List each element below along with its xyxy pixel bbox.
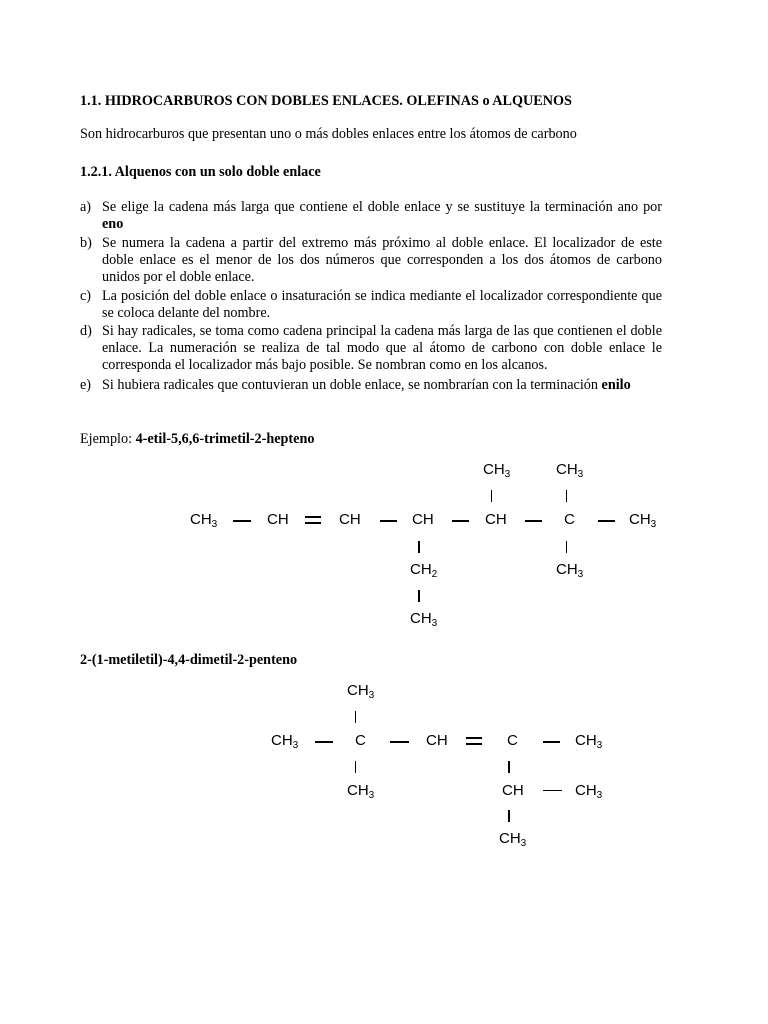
example2-compound-name: 2-(1-metiletil)-4,4-dimetil-2-penteno (80, 652, 298, 668)
rule-marker: b) (80, 235, 92, 251)
ex1-ch3-above-c5: $CH_3$ (483, 461, 511, 480)
rule-item-c (80, 288, 662, 322)
rule-keyword: enilo (601, 377, 631, 393)
ex1-single-bond (598, 520, 615, 522)
rule-marker: a) (80, 199, 92, 215)
ex1-bond-vertical (566, 490, 567, 502)
rule-item-d (80, 323, 662, 374)
rule-text: Se elige la cadena más larga que contiene el doble enlace y se sustituye la terminación ano por (102, 199, 662, 215)
ex2-ch3-below-ch: $CH_3$ (499, 830, 527, 849)
ex1-ch3-ethyl-end: $CH_3$ (410, 610, 438, 629)
ex1-bond-vertical (566, 541, 567, 553)
ex2-bond-vertical (355, 711, 356, 723)
ex2-double-bond-top (466, 737, 482, 739)
rule-text: Si hay radicales, se toma como cadena principal la cadena más larga de las que contienen el doble enlace. La numeración se realiza de tal modo que al átomo de carbono con doble enlace le corresponda el localizador más bajo posible. Se nombran como en los alcanos. (102, 323, 662, 373)
rule-text: Se numera la cadena a partir del extremo más próximo al doble enlace. El localizador de este doble enlace es el menor de los dos números que corresponden a los dos átomos de carbono unidos por el doble enlace. (102, 235, 662, 285)
ex2-single-bond (390, 741, 409, 743)
ex1-chain-c1: $CH_3$ (190, 511, 218, 530)
ex2-bond-vertical (508, 810, 510, 822)
ex2-ch3-right-of-ch: $CH_3$ (575, 782, 603, 801)
ex1-single-bond (233, 520, 251, 522)
ex1-chain-c5: CH (485, 511, 507, 528)
ex1-bond-vertical (418, 590, 420, 602)
example1-caption (80, 431, 314, 448)
rule-item-a (80, 199, 662, 233)
ex2-ch3-below-c2: $CH_3$ (347, 782, 375, 801)
ex1-double-bond-bottom (305, 522, 321, 524)
ex1-chain-c3: CH (339, 511, 361, 528)
ex1-double-bond-top (305, 516, 321, 518)
ex2-ch3-above-c2: $CH_3$ (347, 682, 375, 701)
ex2-single-bond (543, 741, 560, 743)
rule-keyword: eno (102, 216, 124, 232)
ex1-ch3-above-c6: $CH_3$ (556, 461, 584, 480)
ex2-chain-c5: $CH_3$ (575, 732, 603, 751)
ex1-chain-c6: C (564, 511, 575, 528)
ex2-double-bond-bottom (466, 743, 482, 745)
ex1-chain-c7: $CH_3$ (629, 511, 657, 530)
ex1-single-bond (525, 520, 542, 522)
ex2-single-bond (543, 790, 562, 791)
ex1-ch2-below-c4: $CH_2$ (410, 561, 438, 580)
rule-text: Si hubiera radicales que contuvieran un doble enlace, se nombrarían con la terminación (102, 377, 602, 393)
ex2-chain-c3: CH (426, 732, 448, 749)
page-heading: 1.1. HIDROCARBUROS CON DOBLES ENLACES. OLEFINAS o ALQUENOS (80, 93, 572, 109)
rule-item-b (80, 235, 662, 286)
section-subheading: 1.2.1. Alquenos con un solo doble enlace (80, 164, 321, 180)
ex2-ch-isopropyl: CH (502, 782, 524, 799)
rule-item-e (80, 377, 662, 394)
rule-marker: d) (80, 323, 92, 339)
example-prefix: Ejemplo: (80, 431, 136, 447)
rule-marker: e) (80, 377, 92, 393)
ex2-bond-vertical (508, 761, 510, 773)
ex2-chain-c1: $CH_3$ (271, 732, 299, 751)
rule-marker: c) (80, 288, 92, 304)
ex1-single-bond (380, 520, 397, 522)
ex1-chain-c2: CH (267, 511, 289, 528)
ex1-bond-vertical (418, 541, 420, 553)
ex2-chain-c4: C (507, 732, 518, 749)
ex2-single-bond (315, 741, 333, 743)
ex1-bond-vertical (491, 490, 492, 502)
ex1-single-bond (452, 520, 469, 522)
ex1-ch3-below-c6: $CH_3$ (556, 561, 584, 580)
ex1-chain-c4: CH (412, 511, 434, 528)
intro-paragraph: Son hidrocarburos que presentan uno o más dobles enlaces entre los átomos de carbono (80, 126, 577, 142)
example1-compound-name: 4-etil-5,6,6-trimetil-2-hepteno (135, 431, 315, 447)
rule-text: La posición del doble enlace o insaturación se indica mediante el localizador correspondiente que se coloca delante del nombre. (102, 288, 662, 321)
ex2-bond-vertical (355, 761, 356, 773)
ex2-chain-c2: C (355, 732, 366, 749)
